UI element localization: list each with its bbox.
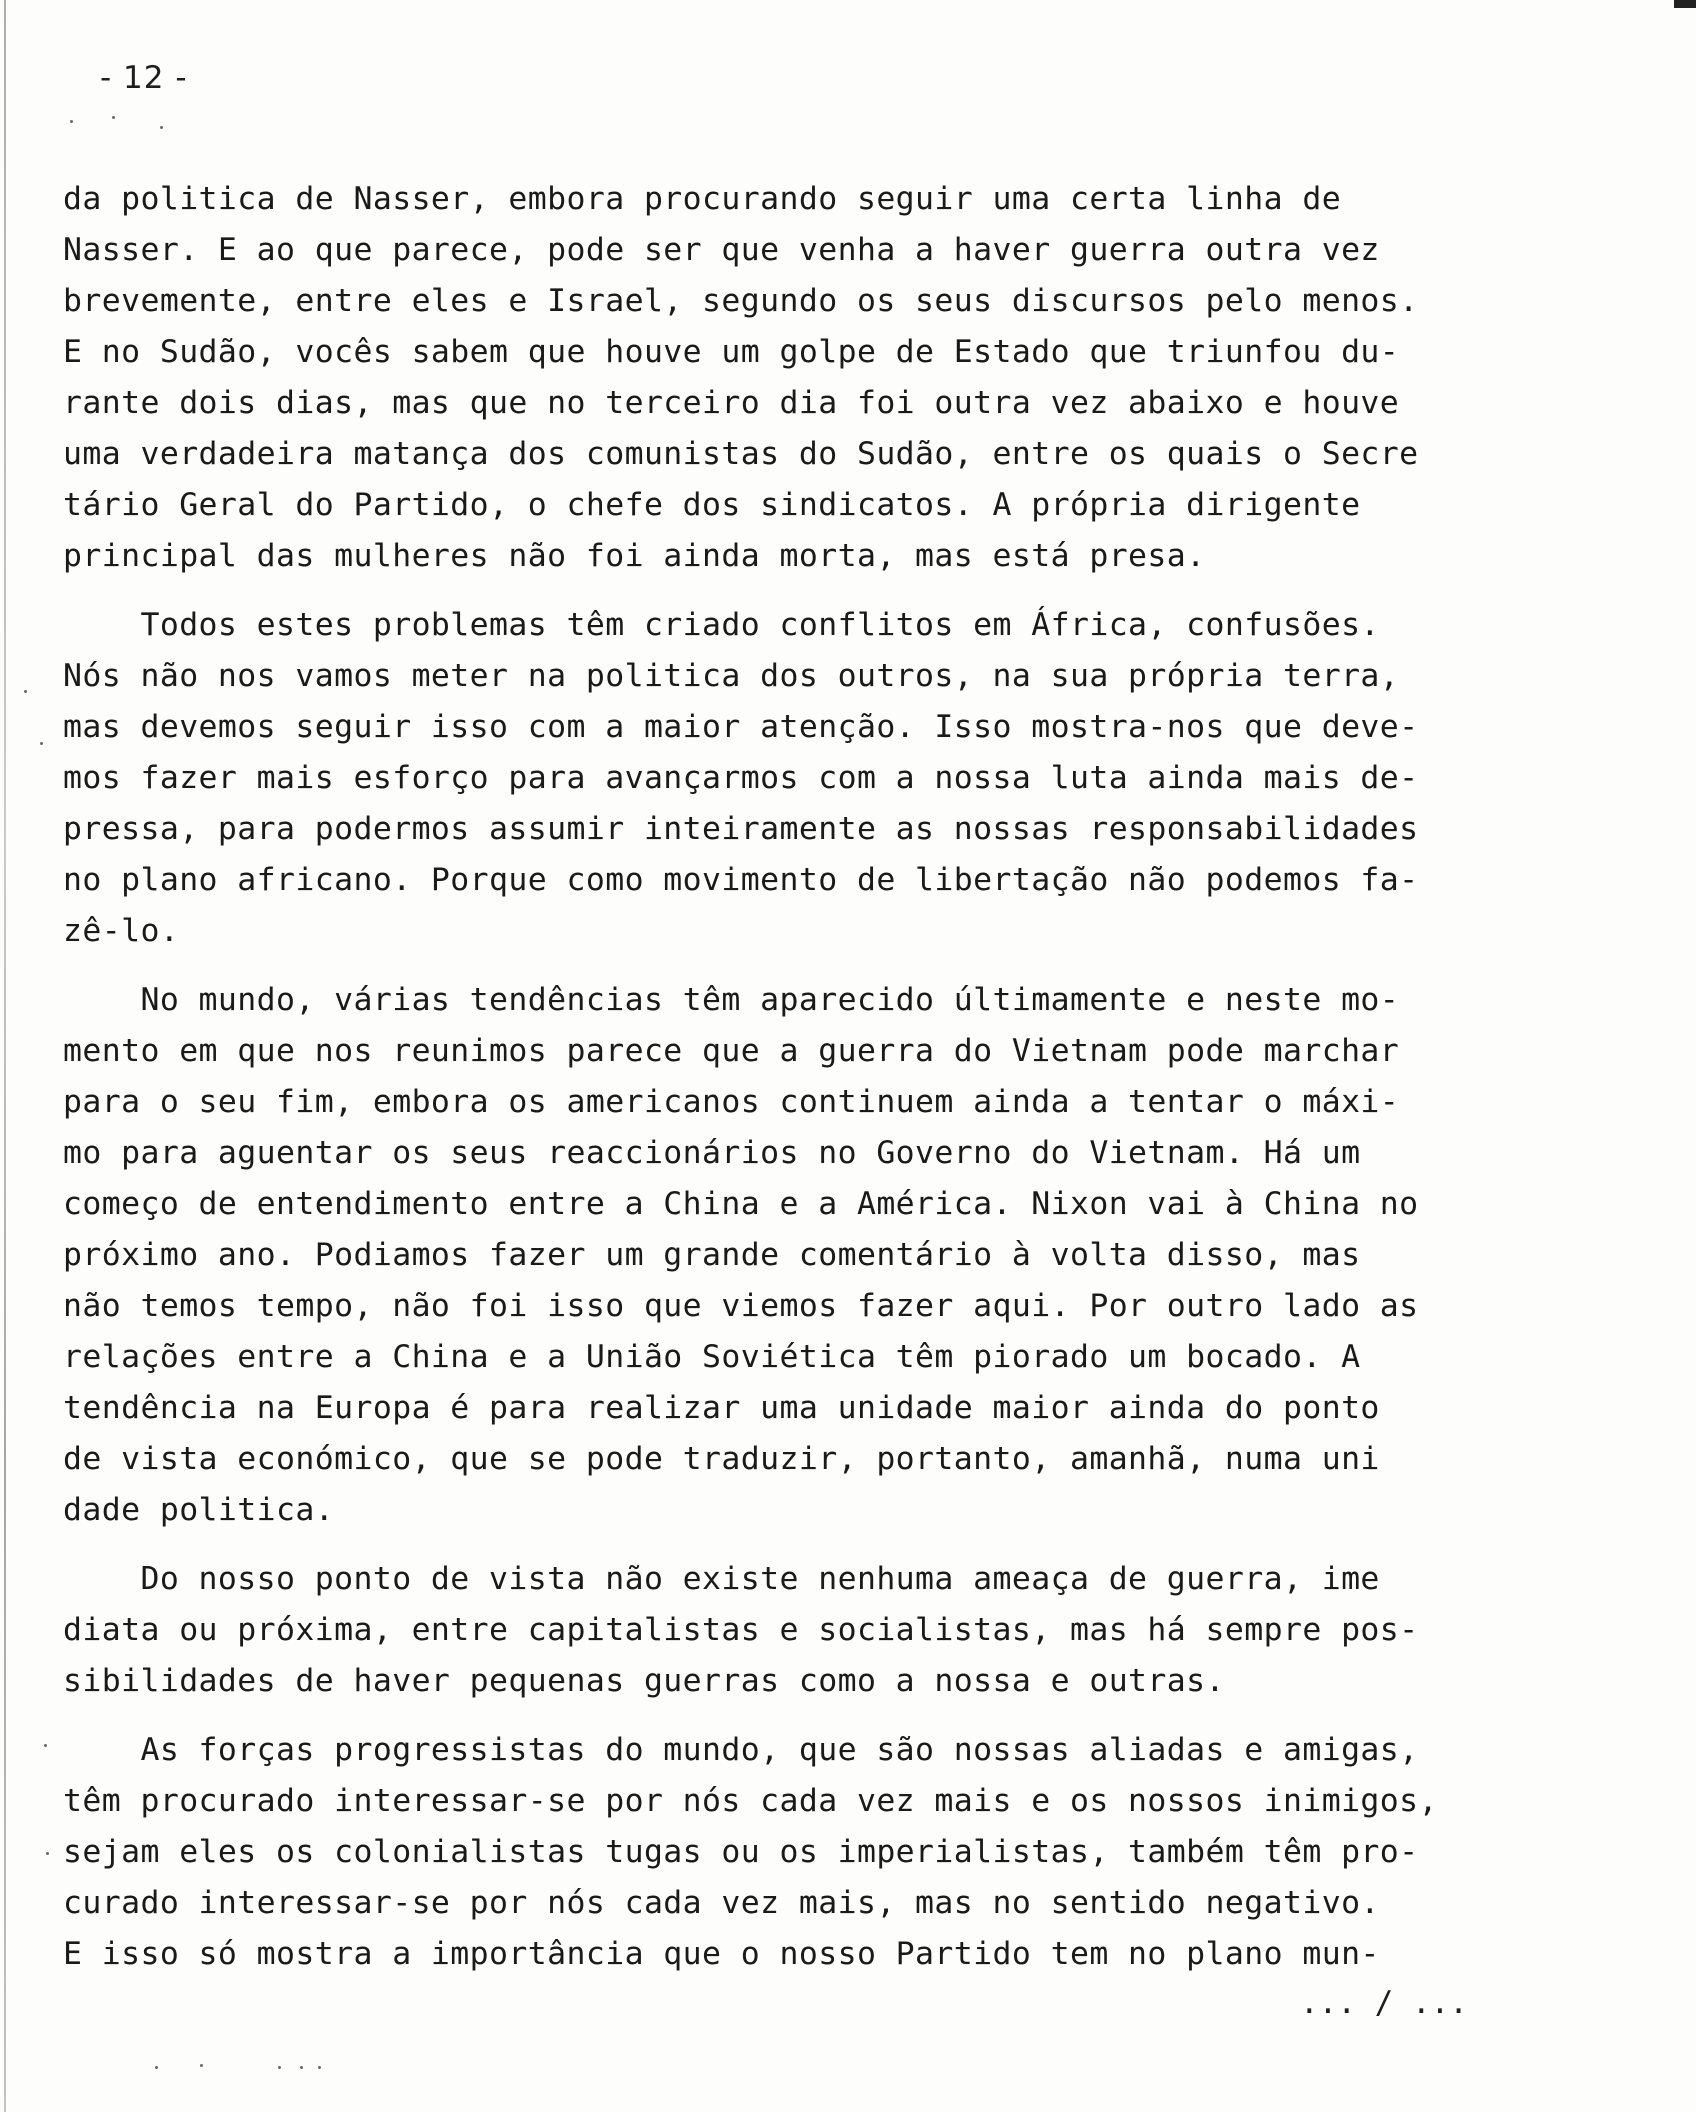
text-line: próximo ano. Podiamos fazer um grande comentário à volta disso, mas <box>63 1237 1361 1273</box>
text-line: mento em que nos reunimos parece que a guerra do Vietnam pode marchar <box>63 1033 1400 1069</box>
text-line: diata ou próxima, entre capitalistas e socialistas, mas há sempre pos- <box>63 1612 1419 1648</box>
text-line: mas devemos seguir isso com a maior atenção. Isso mostra-nos que deve- <box>63 709 1419 745</box>
scan-speck <box>300 2066 303 2069</box>
scan-speck <box>46 1852 49 1855</box>
text-line: Nós não nos vamos meter na politica dos outros, na sua própria terra, <box>63 658 1400 694</box>
text-line: curado interessar-se por nós cada vez mais, mas no sentido negativo. <box>63 1885 1380 1921</box>
text-line: no plano africano. Porque como movimento de libertação não podemos fa- <box>63 862 1419 898</box>
text-line: rante dois dias, mas que no terceiro dia foi outra vez abaixo e houve <box>63 385 1400 421</box>
text-line: E no Sudão, vocês sabem que houve um golpe de Estado que triunfou du- <box>63 334 1400 370</box>
text-line: Nasser. E ao que parece, pode ser que venha a haver guerra outra vez <box>63 232 1380 268</box>
paragraph-gap <box>63 1536 1503 1554</box>
scan-speck <box>318 2066 321 2069</box>
scan-left-edge <box>4 0 6 2112</box>
text-line: mo para aguentar os seus reaccionários no Governo do Vietnam. Há um <box>63 1135 1361 1171</box>
text-line: zê-lo. <box>63 913 180 949</box>
text-line: relações entre a China e a União Soviética têm piorado um bocado. A <box>63 1339 1361 1375</box>
page-number: - 12 - <box>100 60 188 96</box>
text-line: para o seu fim, embora os americanos continuem ainda a tentar o máxi- <box>63 1084 1400 1120</box>
text-line: da politica de Nasser, embora procurando seguir uma certa linha de <box>63 181 1342 217</box>
text-line: No mundo, várias tendências têm aparecido últimamente e neste mo- <box>63 982 1400 1018</box>
text-line: sejam eles os colonialistas tugas ou os imperialistas, também têm pro- <box>63 1834 1419 1870</box>
scan-speck <box>200 2064 203 2067</box>
text-line: principal das mulheres não foi ainda morta, mas está presa. <box>63 538 1206 574</box>
text-line: E isso só mostra a importância que o nosso Partido tem no plano mun- <box>63 1936 1380 1972</box>
text-line: tário Geral do Partido, o chefe dos sindicatos. A própria dirigente <box>63 487 1361 523</box>
text-line: sibilidades de haver pequenas guerras como a nossa e outras. <box>63 1663 1225 1699</box>
scan-speck <box>155 2066 158 2069</box>
scan-speck <box>70 120 73 123</box>
scan-speck <box>24 690 27 693</box>
paragraph-gap <box>63 957 1503 975</box>
text-line: uma verdadeira matança dos comunistas do Sudão, entre os quais o Secre <box>63 436 1419 472</box>
text-line: Do nosso ponto de vista não existe nenhuma ameaça de guerra, ime <box>63 1561 1380 1597</box>
scan-speck <box>44 1744 47 1747</box>
scan-speck <box>112 116 115 119</box>
paragraph-gap <box>63 582 1503 600</box>
text-line: começo de entendimento entre a China e a América. Nixon vai à China no <box>63 1186 1419 1222</box>
paragraph-gap <box>63 1707 1503 1725</box>
text-line: Todos estes problemas têm criado conflitos em África, confusões. <box>63 607 1380 643</box>
text-line: brevemente, entre eles e Israel, segundo os seus discursos pelo menos. <box>63 283 1419 319</box>
text-line: pressa, para podermos assumir inteiramente as nossas responsabilidades <box>63 811 1419 847</box>
scan-speck <box>40 742 43 745</box>
scan-speck <box>160 126 163 129</box>
continuation-mark: ... / ... <box>1300 1985 1468 2021</box>
body-text <box>63 174 1503 1980</box>
text-line: mos fazer mais esforço para avançarmos com a nossa luta ainda mais de- <box>63 760 1419 796</box>
text-line: não temos tempo, não foi isso que viemos fazer aqui. Por outro lado as <box>63 1288 1419 1324</box>
scan-corner-mark <box>1674 0 1696 8</box>
text-line: As forças progressistas do mundo, que são nossas aliadas e amigas, <box>63 1732 1419 1768</box>
text-line: dade politica. <box>63 1492 335 1528</box>
text-line: de vista económico, que se pode traduzir, portanto, amanhã, numa uni <box>63 1441 1380 1477</box>
text-line: tendência na Europa é para realizar uma unidade maior ainda do ponto <box>63 1390 1380 1426</box>
text-line: têm procurado interessar-se por nós cada vez mais e os nossos inimigos, <box>63 1783 1438 1819</box>
scan-speck <box>278 2066 281 2069</box>
